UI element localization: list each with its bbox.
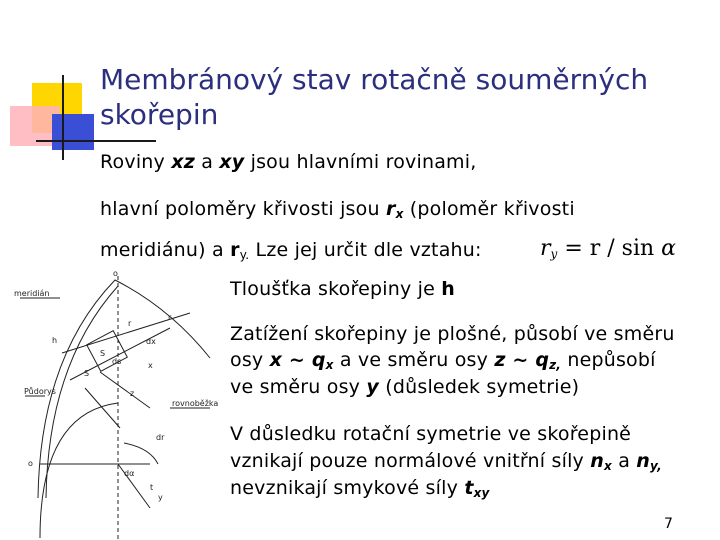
symbol-r: r bbox=[230, 239, 240, 261]
label-dalpha: dα bbox=[124, 469, 135, 478]
label-podorys: Půdorys bbox=[24, 387, 56, 396]
subscript: x bbox=[325, 358, 334, 372]
symbol-z-qz: z ~ q bbox=[494, 349, 550, 371]
text-run: V důsledku rotační symetrie ve skořepině bbox=[230, 423, 632, 445]
label-ds: ds bbox=[112, 357, 122, 366]
plan-circle bbox=[40, 403, 118, 538]
formula-alpha: α bbox=[661, 236, 677, 261]
shell-inner-arc bbox=[46, 286, 118, 498]
text-run: a bbox=[201, 151, 214, 173]
subscript: xy bbox=[473, 486, 490, 500]
symbol-xy: xy bbox=[219, 151, 245, 173]
symbol-n: n bbox=[590, 450, 604, 472]
label-z: z bbox=[130, 389, 135, 398]
symbol-x-qx: x ~ q bbox=[269, 349, 326, 371]
subscript: x bbox=[604, 459, 612, 473]
label-t: t bbox=[150, 483, 154, 492]
paragraph-planes bbox=[100, 150, 477, 174]
text-run: Tloušťka skořepiny je bbox=[230, 278, 436, 300]
label-dx: dx bbox=[146, 337, 156, 346]
paragraph-forces-line3 bbox=[230, 476, 490, 505]
label-x: x bbox=[148, 361, 153, 370]
paragraph-forces-line2 bbox=[230, 449, 662, 478]
label-rx: r bbox=[168, 313, 172, 322]
paragraph-load-line1 bbox=[230, 322, 675, 346]
symbol-y: y bbox=[366, 376, 379, 398]
subscript-x: x bbox=[395, 207, 404, 221]
text-run: a bbox=[618, 450, 631, 472]
tangent-line bbox=[100, 372, 150, 408]
symbol-r: r bbox=[385, 198, 396, 220]
symbol-h: h bbox=[441, 278, 456, 300]
symbol-xz: xz bbox=[171, 151, 195, 173]
label-o-top: o bbox=[113, 269, 118, 278]
formula-ry bbox=[540, 236, 676, 261]
shell-figure bbox=[0, 268, 232, 540]
paragraph-load-line3 bbox=[230, 375, 579, 399]
label-dr: dr bbox=[156, 433, 165, 442]
label-o-left: o bbox=[28, 459, 33, 468]
text-run: ve směru osy bbox=[230, 376, 361, 398]
formula-lhs-sub: y bbox=[550, 247, 558, 261]
text-run: osy bbox=[230, 349, 264, 371]
slide-title: Membránový stav rotačně souměrných skořepin bbox=[100, 63, 649, 131]
text-run: jsou hlavními rovinami, bbox=[250, 151, 477, 173]
label-meridian: meridián bbox=[14, 289, 50, 298]
paragraph-load-line2 bbox=[230, 348, 656, 377]
text-run: nevznikají smykové síly bbox=[230, 477, 459, 499]
text-run: meridiánu) a bbox=[100, 239, 224, 261]
formula-rhs: = r / sin bbox=[564, 236, 662, 261]
tangent-line-2 bbox=[85, 388, 120, 428]
paragraph-forces-line1 bbox=[230, 422, 631, 446]
formula-lhs: r bbox=[540, 236, 551, 261]
paragraph-meridian bbox=[100, 238, 482, 267]
paragraph-radii bbox=[100, 197, 575, 226]
label-y: y bbox=[158, 493, 163, 502]
decor-blue-square bbox=[52, 114, 94, 150]
label-h: h bbox=[52, 336, 58, 345]
subscript: y, bbox=[650, 459, 662, 473]
parallel-arc bbox=[124, 443, 158, 464]
text-run: nepůsobí bbox=[567, 349, 656, 371]
text-run: a ve směru osy bbox=[339, 349, 489, 371]
subscript: z, bbox=[549, 358, 562, 372]
label-rovnobezka: rovnoběžka bbox=[172, 399, 219, 408]
text-run: Zatížení skořepiny je plošné, působí ve směru bbox=[230, 323, 675, 345]
decor-horizontal-line bbox=[36, 140, 156, 142]
decor-vertical-line bbox=[62, 75, 64, 160]
text-run: Roviny bbox=[100, 151, 165, 173]
label-sx: S bbox=[100, 349, 106, 358]
text-run: vznikají pouze normálové vnitřní síly bbox=[230, 450, 585, 472]
symbol-n: n bbox=[636, 450, 651, 472]
symbol-t: t bbox=[464, 477, 474, 499]
text-run: (důsledek symetrie) bbox=[385, 376, 580, 398]
text-run: Lze jej určit dle vztahu: bbox=[255, 239, 482, 261]
text-run: (poloměr křivosti bbox=[409, 198, 575, 220]
label-r: r bbox=[128, 319, 132, 328]
page-number: 7 bbox=[664, 516, 673, 532]
label-sy: S bbox=[84, 369, 90, 378]
text-run: hlavní poloměry křivosti jsou bbox=[100, 198, 380, 220]
paragraph-thickness bbox=[230, 277, 455, 301]
subscript-y: y. bbox=[239, 248, 250, 262]
